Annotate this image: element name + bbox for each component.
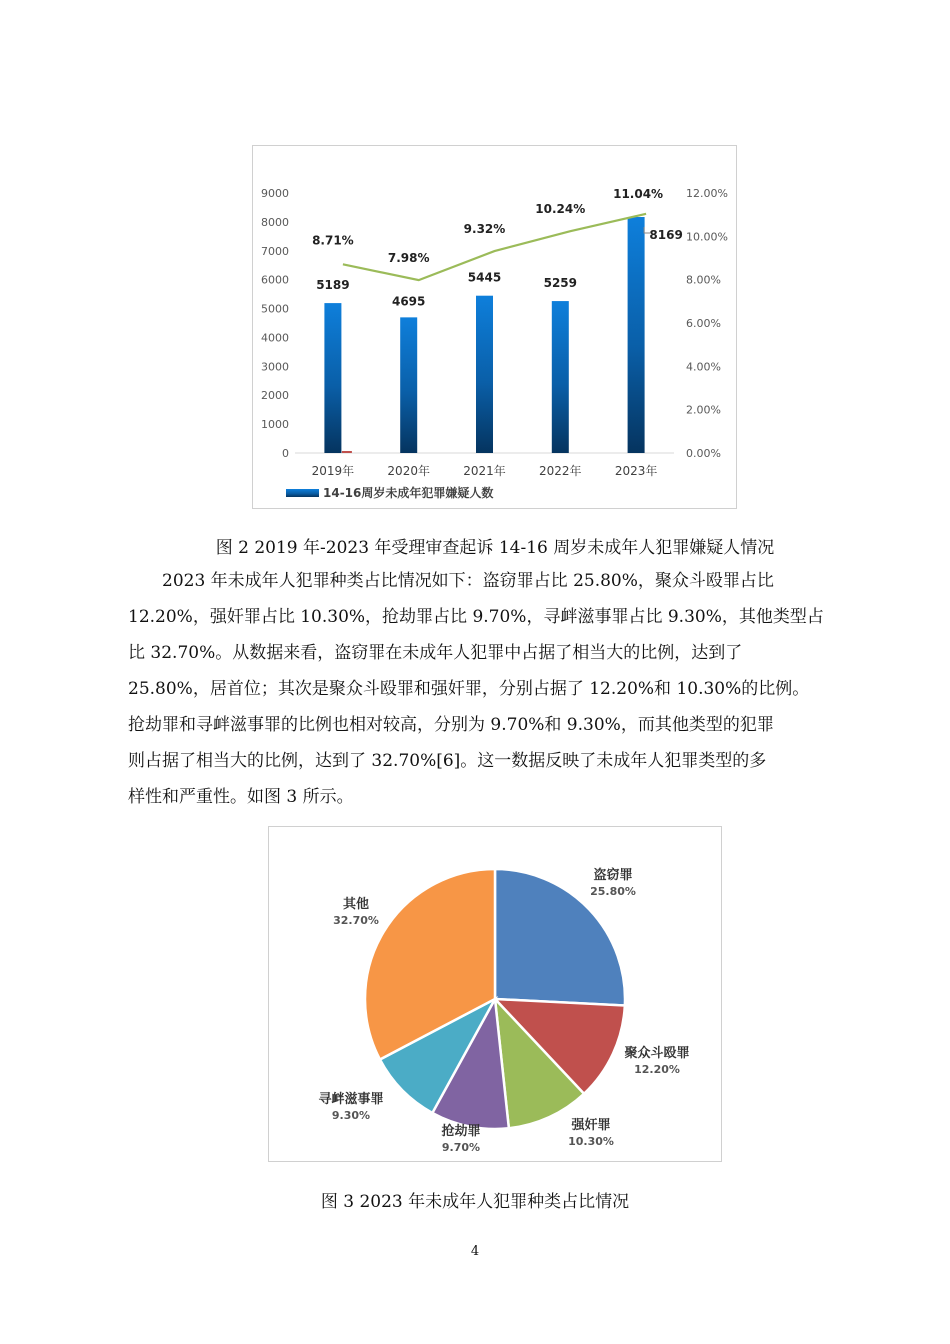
line-value-label: 10.24% — [535, 202, 586, 217]
y-left-tick-label: 6000 — [261, 273, 289, 287]
pie-slice-label: 盗窃罪 — [593, 868, 633, 883]
pie-slice-label: 抢劫罪 — [441, 1124, 481, 1139]
pie-slice-percent: 9.70% — [441, 1141, 481, 1154]
figure-3-caption: 图 3 2023 年未成年人犯罪种类占比情况 — [320, 1192, 630, 1212]
legend-label: 14-16周岁未成年犯罪嫌疑人数 — [323, 486, 494, 500]
pie-slice-label: 聚众斗殴罪 — [624, 1046, 690, 1061]
y-left-tick-label: 2000 — [261, 389, 289, 403]
paragraph-line: 样性和严重性。如图 3 所示。 — [128, 787, 354, 807]
pie-chart — [268, 826, 722, 1162]
figure-2-caption: 图 2 2019 年-2023 年受理审查起诉 14-16 周岁未成年人犯罪嫌疑人情况 — [215, 538, 775, 558]
line-value-label: 8.71% — [312, 233, 354, 248]
pie-slice-percent: 9.30% — [331, 1109, 371, 1122]
x-tick-label: 2021年 — [463, 464, 506, 478]
bar-line-chart-svg — [253, 146, 736, 508]
pie-slice-percent: 12.20% — [634, 1063, 680, 1076]
paragraph-line: 比 32.70%。从数据来看，盗窃罪在未成年人犯罪中占据了相当大的比例，达到了 — [128, 643, 743, 663]
y-right-tick-label: 10.00% — [686, 230, 728, 244]
pie-chart-svg — [269, 827, 721, 1161]
x-tick-label: 2020年 — [387, 464, 430, 478]
x-tick-label: 2019年 — [311, 464, 355, 478]
y-right-tick-label: 6.00% — [686, 317, 721, 330]
pie-slice-label: 强奸罪 — [571, 1118, 611, 1133]
bar — [400, 317, 417, 453]
bar-line-chart — [252, 145, 737, 509]
bar-value-label: 5189 — [316, 278, 350, 293]
pie-slice-percent: 25.80% — [590, 885, 636, 898]
bar-value-label: 4695 — [391, 294, 426, 309]
bar — [476, 296, 493, 453]
body-paragraph — [128, 563, 824, 815]
bar-value-label: 5259 — [543, 276, 578, 291]
bar — [324, 303, 341, 453]
line-value-label: 7.98% — [387, 251, 430, 266]
y-left-tick-label: 3000 — [261, 360, 289, 374]
paragraph-line: 25.80%，居首位；其次是聚众斗殴罪和强奸罪，分别占据了 12.20%和 10.30%的比例。 — [128, 679, 810, 699]
series-marker — [342, 451, 352, 453]
paragraph-line: 则占据了相当大的比例，达到了 32.70%[6]。这一数据反映了未成年人犯罪类型的多 — [128, 751, 767, 771]
y-right-tick-label: 12.00% — [686, 187, 728, 200]
y-left-tick-label: 9000 — [261, 187, 289, 200]
y-right-tick-label: 4.00% — [686, 360, 721, 374]
paragraph-line: 12.20%，强奸罪占比 10.30%，抢劫罪占比 9.70%，寻衅滋事罪占比 9.30%，其他类型占 — [128, 607, 824, 627]
pie-slice-percent: 32.70% — [333, 914, 379, 927]
y-left-tick-label: 5000 — [261, 302, 289, 316]
y-left-tick-label: 4000 — [261, 331, 289, 345]
bar — [628, 217, 645, 453]
paragraph-line: 抢劫罪和寻衅滋事罪的比例也相对较高，分别为 9.70%和 9.30%，而其他类型的犯罪 — [128, 715, 774, 735]
x-tick-label: 2023年 — [614, 464, 658, 478]
y-left-tick-label: 0 — [282, 447, 289, 460]
pie-slice-label: 其他 — [342, 897, 370, 912]
y-right-tick-label: 8.00% — [686, 273, 721, 287]
y-right-tick-label: 0.00% — [686, 447, 721, 460]
paragraph-line: 2023 年未成年人犯罪种类占比情况如下：盗窃罪占比 25.80%，聚众斗殴罪占比 — [162, 571, 774, 591]
bar — [552, 301, 569, 453]
line-value-label: 11.04% — [613, 186, 664, 201]
pie-slice-label: 寻衅滋事罪 — [318, 1092, 384, 1107]
y-left-tick-label: 8000 — [261, 215, 289, 229]
y-left-tick-label: 1000 — [261, 418, 289, 432]
bar-value-label: 8169 — [649, 228, 683, 243]
line-value-label: 9.32% — [463, 222, 506, 237]
bar-value-label: 5445 — [467, 270, 502, 285]
x-tick-label: 2022年 — [539, 464, 582, 478]
pie-slice-percent: 10.30% — [568, 1135, 614, 1148]
page-number: 4 — [470, 1244, 480, 1259]
legend-swatch — [286, 489, 319, 497]
y-left-tick-label: 7000 — [261, 244, 289, 258]
y-right-tick-label: 2.00% — [686, 403, 721, 417]
